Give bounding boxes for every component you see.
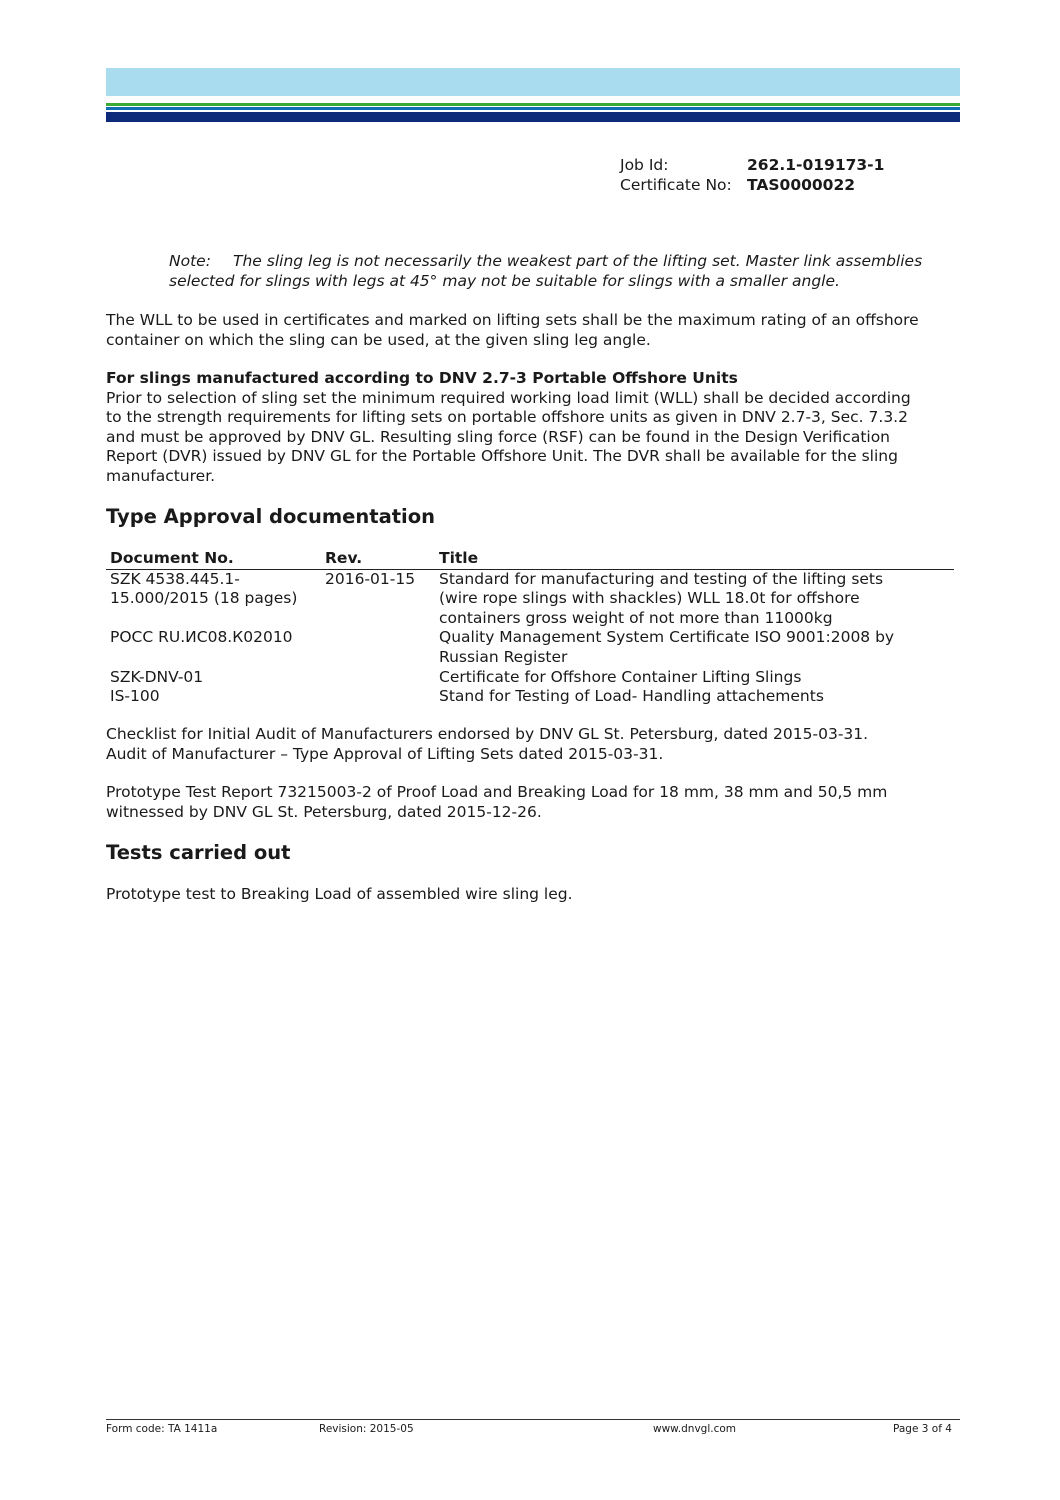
column-header-document: Document No. <box>106 549 321 569</box>
certificate-no-label: Certificate No: <box>620 176 732 194</box>
dnv-section <box>106 369 960 487</box>
dnv-line-3: and must be approved by DNV GL. Resulting sling force (RSF) can be found in the Design Verification <box>106 427 891 446</box>
column-header-rev: Rev. <box>321 549 435 569</box>
tests-heading: Tests carried out <box>106 841 291 864</box>
checklist-line-1: Checklist for Initial Audit of Manufacturers endorsed by DNV GL St. Petersburg, dated 2015-03-31. <box>106 725 869 743</box>
type-approval-table <box>106 549 954 707</box>
note-line-1: The sling leg is not necessarily the weakest part of the lifting set. Master link assemblies <box>233 252 923 270</box>
cell-title: Quality Management System Certificate ISO 9001:2008 by Russian Register <box>439 628 895 666</box>
cell-document-no: SZK 4538.445.1- 15.000/2015 (18 pages) <box>110 569 298 608</box>
note-label: Note: <box>169 252 211 270</box>
table-row <box>106 569 954 628</box>
cell-document-no: IS-100 <box>110 687 160 706</box>
table-row <box>106 687 954 707</box>
job-id-label: Job Id: <box>620 156 669 174</box>
cell-title: Standard for manufacturing and testing of the lifting sets (wire rope slings with shackles) WLL 18.0t for offshore containers gross weight of not more than 11000kg <box>439 569 884 627</box>
header-stripe-green <box>106 103 960 106</box>
header-stripe-blue <box>106 107 960 110</box>
footer-revision: Revision: 2015-05 <box>319 1423 414 1435</box>
table-header-row <box>106 549 954 569</box>
prototype-line-2: witnessed by DNV GL St. Petersburg, dated 2015-12-26. <box>106 802 542 821</box>
cell-document-no: РОСС RU.ИС08.К02010 <box>110 628 293 647</box>
dnv-line-1: Prior to selection of sling set the minimum required working load limit (WLL) shall be decided according <box>106 388 911 407</box>
job-id-value: 262.1-019173-1 <box>747 156 885 174</box>
footer-divider <box>106 1419 960 1420</box>
cell-rev <box>321 687 435 707</box>
cell-rev <box>321 628 435 667</box>
prototype-report-paragraph <box>106 783 960 822</box>
footer-page-number: Page 3 of 4 <box>893 1423 952 1435</box>
wll-line-2: container on which the sling can be used, at the given sling leg angle. <box>106 330 651 349</box>
header-stripe-navy <box>106 112 960 122</box>
header-band-light <box>106 68 960 96</box>
certificate-no-value: TAS0000022 <box>747 176 856 194</box>
cell-document-no: SZK-DNV-01 <box>110 667 204 686</box>
cell-rev: 2016-01-15 <box>325 569 416 588</box>
cell-title: Stand for Testing of Load- Handling attachements <box>439 687 824 706</box>
wll-line-1: The WLL to be used in certificates and marked on lifting sets shall be the maximum rating of an offshore <box>106 311 919 329</box>
table-row <box>106 628 954 667</box>
column-header-title: Title <box>435 549 954 569</box>
dnv-section-heading: For slings manufactured according to DNV 2.7-3 Portable Offshore Units <box>106 369 738 387</box>
certificate-meta <box>0 155 1060 195</box>
note-block <box>169 252 959 291</box>
footer-form-code: Form code: TA 1411a <box>106 1423 218 1435</box>
footer-website[interactable]: www.dnvgl.com <box>653 1423 737 1435</box>
prototype-line-1: Prototype Test Report 73215003-2 of Proof Load and Breaking Load for 18 mm, 38 mm and 50,5 mm <box>106 783 888 801</box>
checklist-paragraph <box>106 725 960 764</box>
note-line-2: selected for slings with legs at 45° may not be suitable for slings with a smaller angle. <box>169 271 840 290</box>
cell-rev <box>321 668 435 688</box>
table-row <box>106 668 954 688</box>
dnv-line-4: Report (DVR) issued by DNV GL for the Portable Offshore Unit. The DVR shall be available for the sling <box>106 447 898 466</box>
checklist-line-2: Audit of Manufacturer – Type Approval of Lifting Sets dated 2015-03-31. <box>106 744 664 763</box>
dnv-line-2: to the strength requirements for lifting sets on portable offshore units as given in DNV 2.7-3, Sec. 7.3.2 <box>106 408 908 427</box>
cell-title: Certificate for Offshore Container Lifting Slings <box>439 667 802 686</box>
dnv-line-5: manufacturer. <box>106 466 216 485</box>
tests-text: Prototype test to Breaking Load of assembled wire sling leg. <box>106 885 573 903</box>
type-approval-heading: Type Approval documentation <box>106 505 436 528</box>
wll-paragraph <box>106 311 960 350</box>
